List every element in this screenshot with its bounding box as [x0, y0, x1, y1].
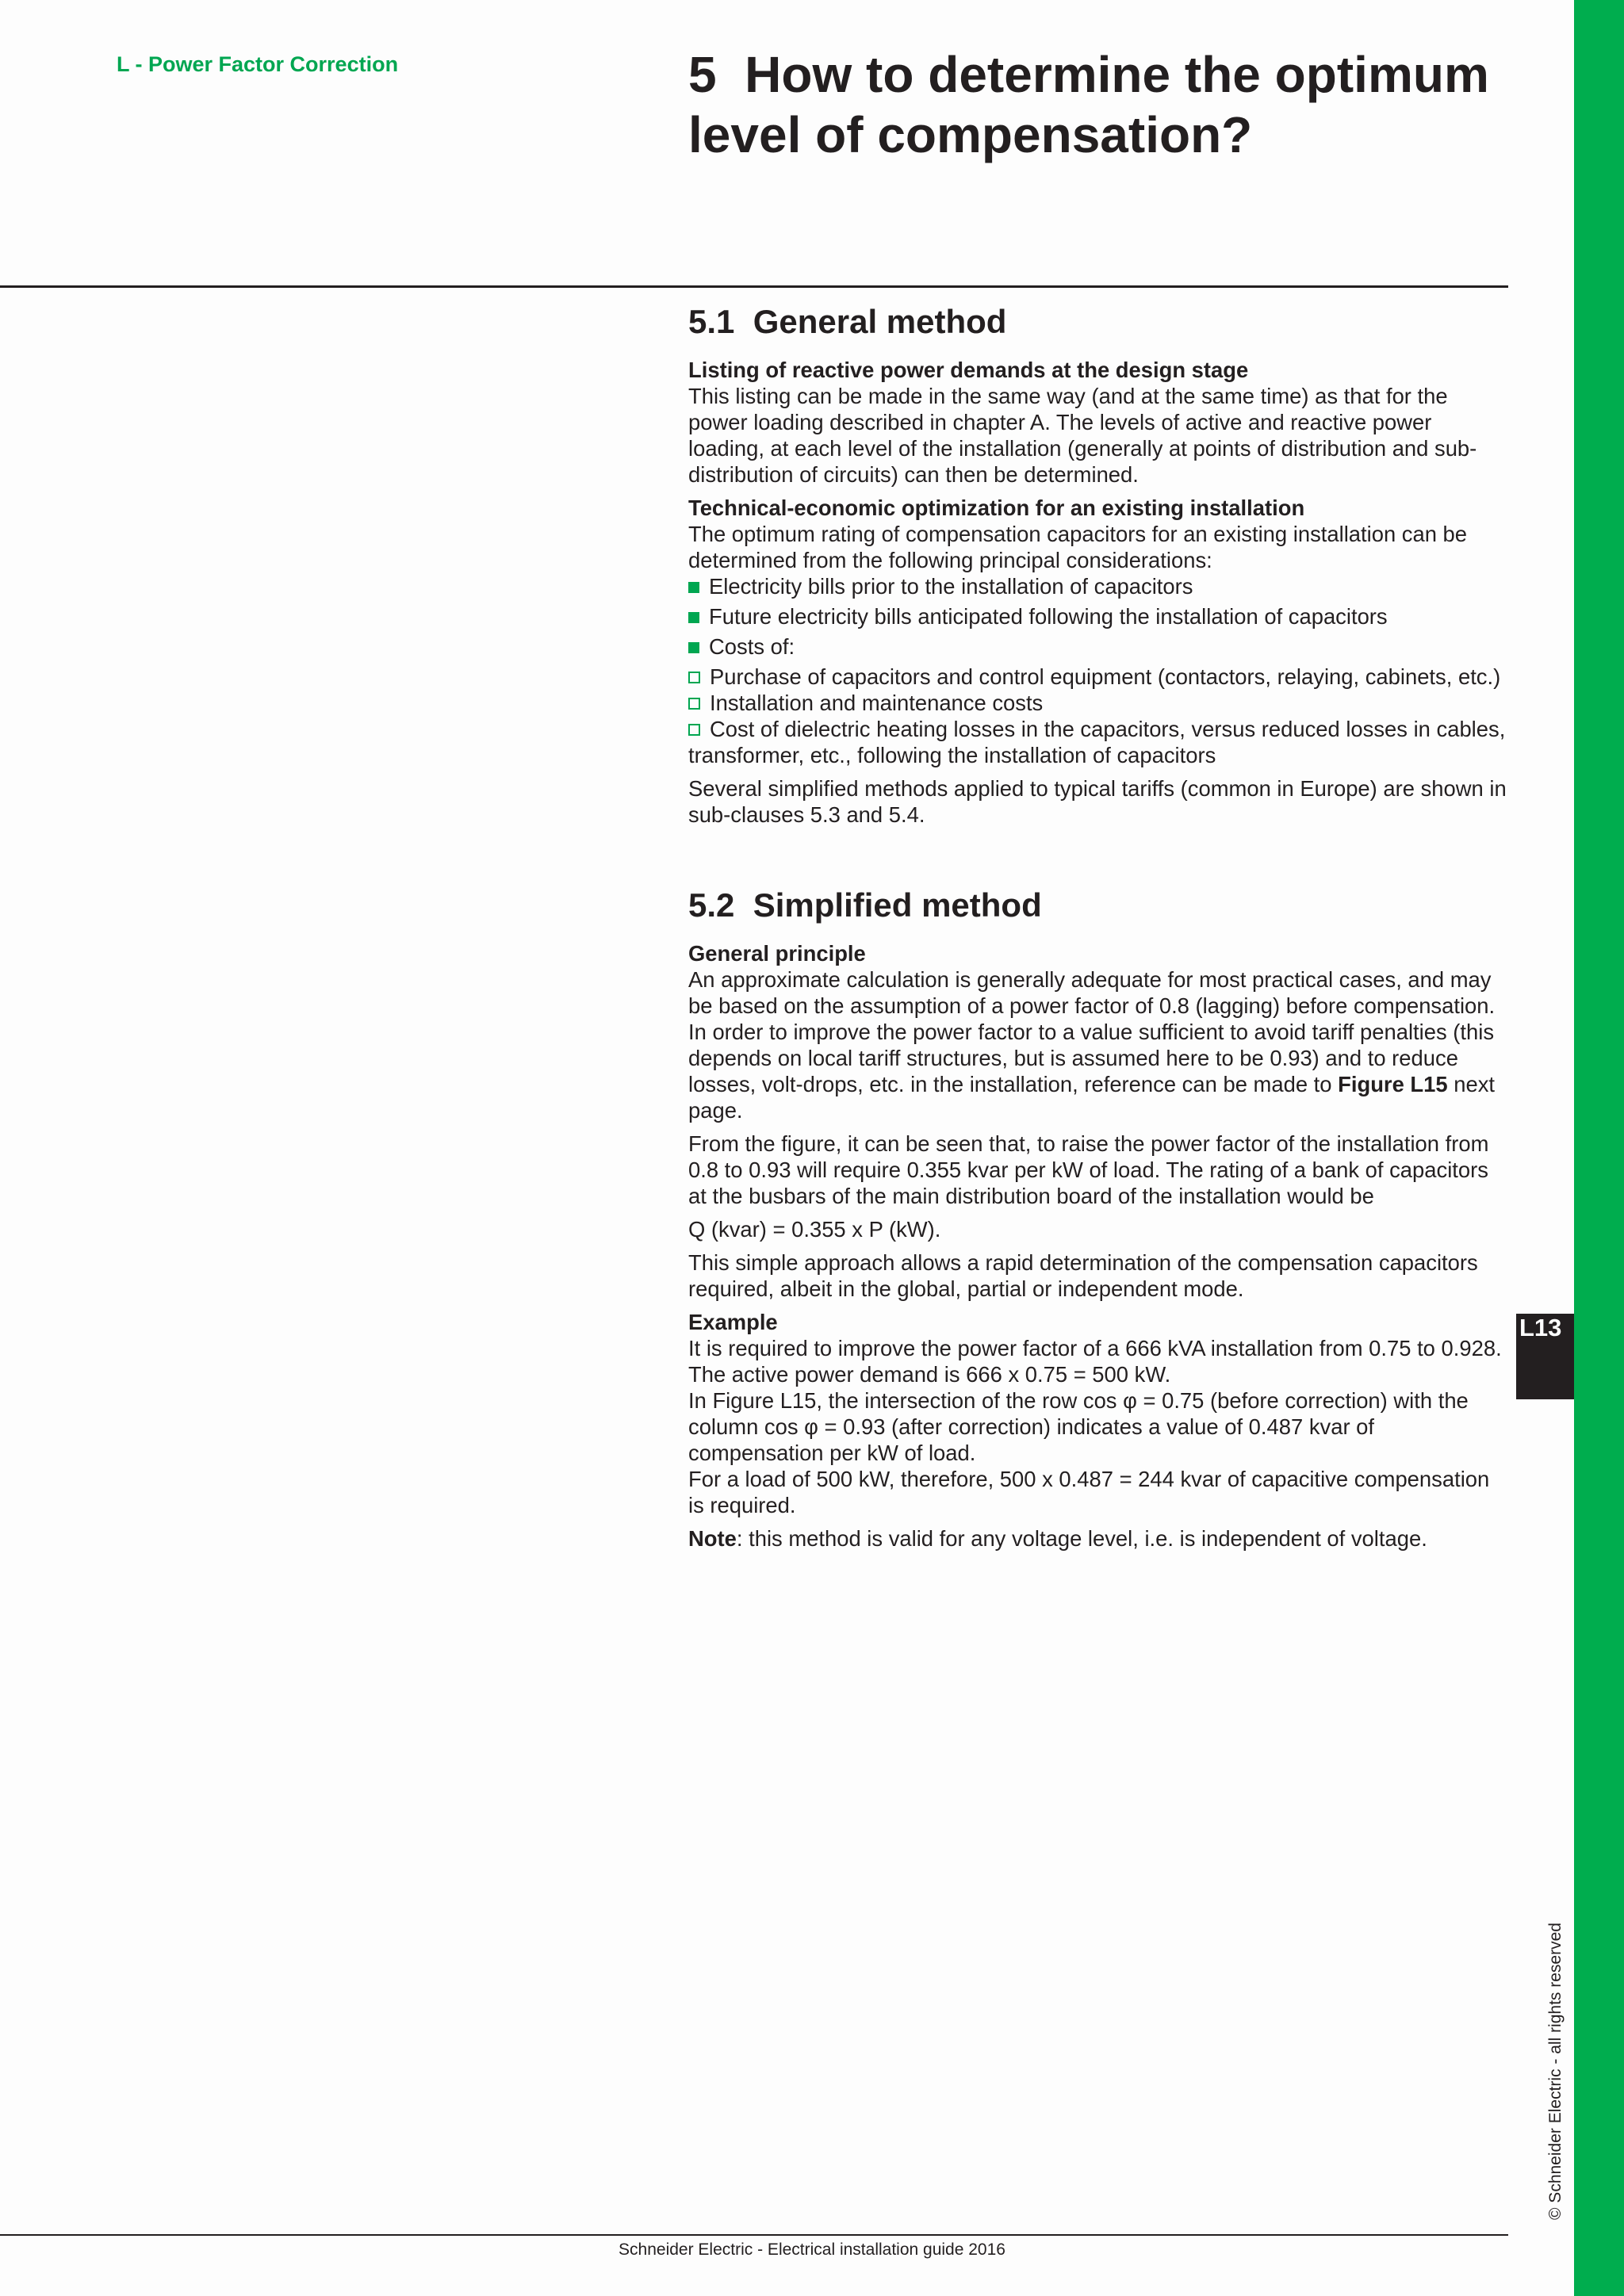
section-5-1-heading: 5.1 General method — [688, 303, 1007, 340]
page-title — [688, 44, 1561, 165]
list-item: Installation and maintenance costs — [688, 690, 1510, 716]
note-label: Note — [688, 1526, 737, 1551]
section-5-2-paragraph-3: This simple approach allows a rapid determination of the compensation capacitors required, albeit in the global, partial or independent mode. — [688, 1250, 1478, 1301]
section-5-1-paragraph-3: Several simplified methods applied to typical tariffs (common in Europe) are shown in sub-clauses 5.3 and 5.4. — [688, 776, 1507, 827]
note: Note: this method is valid for any voltage level, i.e. is independent of voltage. — [688, 1526, 1427, 1551]
section-5-2-paragraph-2: From the figure, it can be seen that, to raise the power factor of the installation from 0.8 to 0.93 will require 0.355 kvar per kW of load. The rating of a bank of capacitors at the busbars of the main distribution board of the installation would be — [688, 1131, 1489, 1208]
section-5-1-paragraph-1: This listing can be made in the same way (and at the same time) as that for the power loading described in chapter A. The levels of active and reactive power loading, at each level of the installation (generally at points of distribution and sub-distribution of circuits) can then be determined. — [688, 384, 1477, 487]
square-bullet-icon — [688, 612, 699, 623]
page-number-tab — [1516, 1314, 1574, 1399]
main-content — [688, 301, 1510, 1559]
side-color-bar — [1574, 0, 1624, 2296]
section-5-2-paragraph-1: An approximate calculation is generally adequate for most practical cases, and may be based on the assumption of a power factor of 0.8 (lagging) before compensation. In order to improve the power factor to a value sufficient to avoid tariff penalties (this depends on local tariff structures, but is assumed here to be 0.93) and to reduce losses, volt-drops, etc. in the installation, reference can be made to Figure L15 next page. — [688, 967, 1496, 1123]
page-title-line1: 5 How to determine the optimum — [688, 46, 1489, 103]
example-line-1: It is required to improve the power factor of a 666 kVA installation from 0.75 to 0.928. The active power demand is 666 x 0.75 = 500 kW. — [688, 1336, 1502, 1387]
example-line-2: In Figure L15, the intersection of the row cos φ = 0.75 (before correction) with the column cos φ = 0.93 (after correction) indicates a value of 0.487 kvar of compensation per kW of load. — [688, 1388, 1469, 1465]
section-5-2-heading: 5.2 Simplified method — [688, 886, 1042, 924]
list-item: Electricity bills prior to the installation of capacitors — [688, 573, 1510, 599]
section-5-2-subheading-principle: General principle — [688, 941, 866, 966]
formula: Q (kvar) = 0.355 x P (kW). — [688, 1217, 941, 1242]
example-heading: Example — [688, 1310, 778, 1334]
list-item: Future electricity bills anticipated following the installation of capacitors — [688, 603, 1510, 629]
example-line-3: For a load of 500 kW, therefore, 500 x 0.487 = 244 kvar of capacitive compensation is required. — [688, 1467, 1490, 1517]
list-item: Costs of: — [688, 633, 1510, 660]
figure-reference: Figure L15 — [1338, 1072, 1448, 1096]
list-item: Purchase of capacitors and control equipment (contactors, relaying, cabinets, etc.) — [688, 664, 1510, 690]
section-5-1-subheading-listing: Listing of reactive power demands at the design stage — [688, 358, 1249, 382]
square-bullet-icon — [688, 642, 699, 653]
page-number: L13 — [1519, 1314, 1562, 1341]
hollow-square-bullet-icon — [688, 724, 700, 736]
square-bullet-icon — [688, 582, 699, 593]
header-divider — [0, 285, 1508, 288]
section-5-1-subheading-optimization: Technical-economic optimization for an existing installation — [688, 496, 1305, 520]
footer-text: Schneider Electric - Electrical installation guide 2016 — [619, 2241, 1005, 2259]
page-title-line2: level of compensation? — [688, 106, 1253, 163]
chapter-label: L - Power Factor Correction — [117, 52, 399, 76]
hollow-square-bullet-icon — [688, 698, 700, 710]
footer-divider — [0, 2234, 1508, 2236]
considerations-list — [688, 573, 1510, 768]
hollow-square-bullet-icon — [688, 672, 700, 683]
list-item: Cost of dielectric heating losses in the capacitors, versus reduced losses in cables, transformer, etc., following the installation of capacitors — [688, 717, 1506, 767]
copyright-notice: © Schneider Electric - all rights reserved — [1546, 1923, 1565, 2220]
section-5-1-paragraph-2: The optimum rating of compensation capacitors for an existing installation can be determined from the following principal considerations: — [688, 522, 1468, 572]
